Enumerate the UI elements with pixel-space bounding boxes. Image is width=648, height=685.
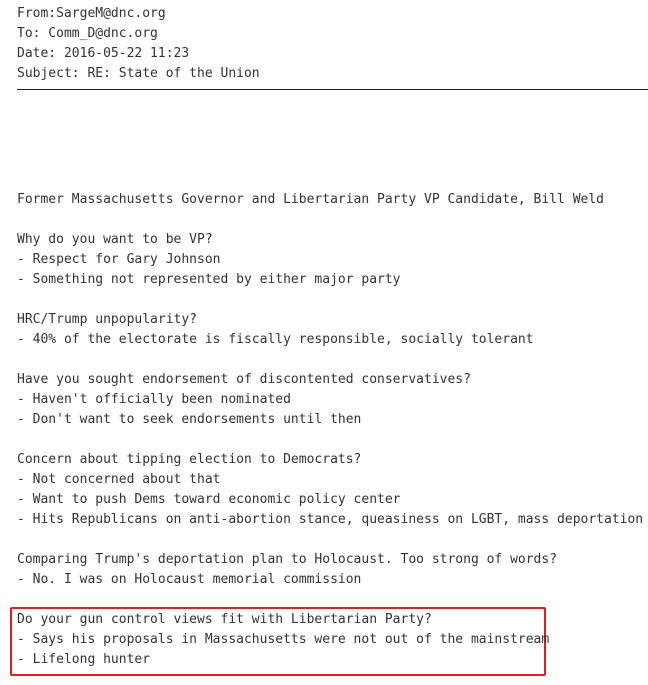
section-answer: - Hits Republicans on anti-abortion stance, queasiness on LGBT, mass deportation <box>17 512 644 527</box>
body-title: Former Massachusetts Governor and Libertarian Party VP Candidate, Bill Weld <box>17 192 604 207</box>
section-answer: - Says his proposals in Massachusetts were not out of the mainstream <box>17 632 550 647</box>
section-answer: - Haven't officially been nominated <box>17 392 291 407</box>
section-question: Have you sought endorsement of discontented conservatives? <box>17 372 471 387</box>
header-divider <box>17 89 648 90</box>
subject-line: Subject: RE: State of the Union <box>17 66 260 81</box>
section-answer: - Something not represented by either major party <box>17 272 401 287</box>
section-question: HRC/Trump unpopularity? <box>17 312 198 327</box>
section-question: Do your gun control views fit with Libertarian Party? <box>17 612 432 627</box>
section-question: Concern about tipping election to Democrats? <box>17 452 362 467</box>
section-question: Comparing Trump's deportation plan to Holocaust. Too strong of words? <box>17 552 558 567</box>
to-line: To: Comm_D@dnc.org <box>17 26 158 41</box>
from-line: From:SargeM@dnc.org <box>17 6 166 21</box>
section-question: Why do you want to be VP? <box>17 232 213 247</box>
section-answer: - Respect for Gary Johnson <box>17 252 221 267</box>
section-answer: - Not concerned about that <box>17 472 221 487</box>
date-line: Date: 2016-05-22 11:23 <box>17 46 190 61</box>
section-answer: - 40% of the electorate is fiscally responsible, socially tolerant <box>17 332 534 347</box>
section-answer: - No. I was on Holocaust memorial commission <box>17 572 362 587</box>
section-answer: - Don't want to seek endorsements until then <box>17 412 362 427</box>
section-answer: - Want to push Dems toward economic policy center <box>17 492 401 507</box>
section-answer: - Lifelong hunter <box>17 652 151 667</box>
